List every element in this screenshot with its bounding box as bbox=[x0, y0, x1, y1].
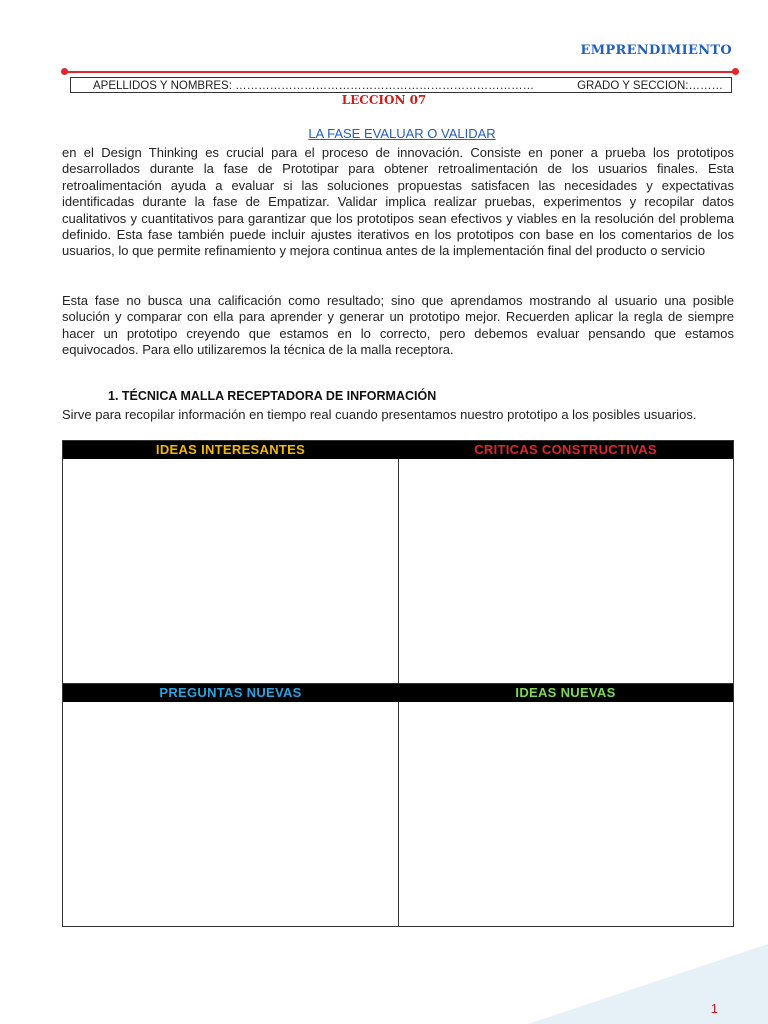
lesson-title: LECCION 07 bbox=[341, 93, 427, 107]
student-info-box bbox=[70, 77, 732, 93]
label-ideas-nuevas: IDEAS NUEVAS bbox=[515, 685, 616, 700]
capture-grid-bottom bbox=[62, 683, 734, 927]
paragraph-purpose: Esta fase no busca una calificación como resultado; sino que aprendamos mostrando al usuario una posible solución y comparar con ella para aprender y generar un prototipo mejor. Recuerden aplicar la regla de siempre hacer un prototipo creyendo que estamos en lo correcto, pero debemos evaluar pensando que estamos equivocados. Para ello utilizaremos la técnica de la malla receptora. bbox=[62, 293, 734, 358]
label-ideas-interesantes: IDEAS INTERESANTES bbox=[155, 442, 306, 457]
cell-criticas-constructivas[interactable] bbox=[399, 459, 733, 683]
capture-grid-top bbox=[62, 440, 734, 684]
label-preguntas-nuevas: PREGUNTAS NUEVAS bbox=[159, 685, 302, 700]
cell-ideas-interesantes[interactable] bbox=[63, 459, 398, 683]
grid-header-bottom bbox=[63, 684, 733, 702]
grid-header-top bbox=[63, 441, 733, 459]
section-description: Sirve para recopilar información en tiempo real cuando presentamos nuestro prototipo a los posibles usuarios. bbox=[62, 407, 697, 422]
lesson-subtitle: LA FASE EVALUAR O VALIDAR bbox=[308, 126, 496, 141]
paragraph-intro: en el Design Thinking es crucial para el proceso de innovación. Consiste en poner a prueba los prototipos desarrollados durante la fase de Prototipar para obtener retroalimentación de los usuarios finales. Esta retroalimentación ayuda a evaluar si las soluciones propuestas satisfacen las necesidades y expectativas identificadas durante la fase de Empatizar. Validar implica realizar pruebas, experimentos y recopilar datos cualitativos y cuantitativos para garantizar que los prototipos sean efectivos y viables en la resolución del problema definido. Esta fase también puede incluir ajustes iterativos en los prototipos con base en los comentarios de los usuarios, lo que permite refinamiento y mejora continua antes de la implementación final del producto o servicio bbox=[62, 145, 734, 259]
name-field: APELLIDOS Y NOMBRES: …………………………………………………………………… bbox=[93, 80, 535, 92]
section-heading: 1. TÉCNICA MALLA RECEPTADORA DE INFORMACIÓN bbox=[108, 389, 437, 403]
cell-preguntas-nuevas[interactable] bbox=[63, 702, 398, 926]
header-rule bbox=[64, 71, 736, 73]
cell-ideas-nuevas[interactable] bbox=[399, 702, 733, 926]
grade-field: GRADO Y SECCION:……… bbox=[577, 80, 723, 92]
label-criticas-constructivas: CRITICAS CONSTRUCTIVAS bbox=[474, 442, 657, 457]
course-title: EMPRENDIMIENTO bbox=[580, 43, 732, 58]
corner-decoration bbox=[528, 944, 768, 1024]
page-number: 1 bbox=[710, 1001, 718, 1016]
rule-dot-right bbox=[732, 68, 739, 75]
